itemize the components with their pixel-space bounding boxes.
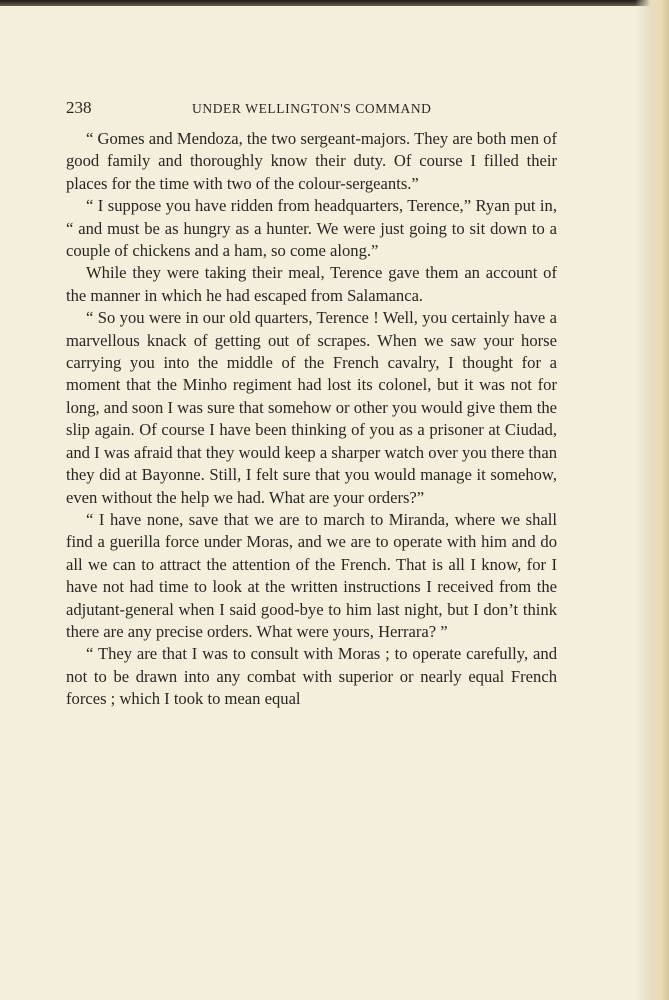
paragraph: “ I suppose you have ridden from headquarters, Terence,” Ryan put in, “ and must be as hungry as a hunter. We were just going to sit down to a couple of chickens and a ham, so come along.”	[66, 196, 557, 261]
running-head	[66, 98, 557, 128]
page-top-edge	[0, 0, 669, 6]
paragraph: “ They are that I was to consult with Moras ; to operate carefully, and not to be drawn into any combat with superior or nearly equal French forces ; which I took to mean equal	[66, 644, 557, 709]
running-title: UNDER WELLINGTON'S COMMAND	[192, 101, 432, 116]
page-right-edge	[635, 0, 669, 1000]
page-number: 238	[66, 98, 92, 117]
body-text	[66, 128, 557, 711]
paragraph: “ So you were in our old quarters, Terence ! Well, you certainly have a marvellous knack of getting out of scrapes. When we saw your horse carrying you into the middle of the French cavalry, I thought for a moment that the Minho regiment had lost its colonel, but it was not for long, and soon I was sure that somehow or other you would give them the slip again. Of course I have been thinking of you as a prisoner at Ciudad, and I was afraid that they would keep a sharper watch over you there than they did at Bayonne. Still, I felt sure that you would manage it somehow, even without the help we had. What are your orders?”	[66, 308, 557, 507]
paragraph: While they were taking their meal, Terence gave them an account of the manner in which he had escaped from Salamanca.	[66, 263, 557, 305]
book-page	[66, 98, 557, 711]
paragraph: “ Gomes and Mendoza, the two sergeant-majors. They are both men of good family and thoroughly know their duty. Of course I filled their places for the time with two of the colour-sergeants.”	[66, 129, 557, 193]
paragraph: “ I have none, save that we are to march to Miranda, where we shall find a guerilla force under Moras, and we are to operate with him and do all we can to attract the attention of the French. That is all I know, for I have not had time to look at the written instructions I received from the adjutant-general when I said good-bye to him last night, but I don’t think there are any precise orders. What were yours, Herrara? ”	[66, 509, 557, 641]
